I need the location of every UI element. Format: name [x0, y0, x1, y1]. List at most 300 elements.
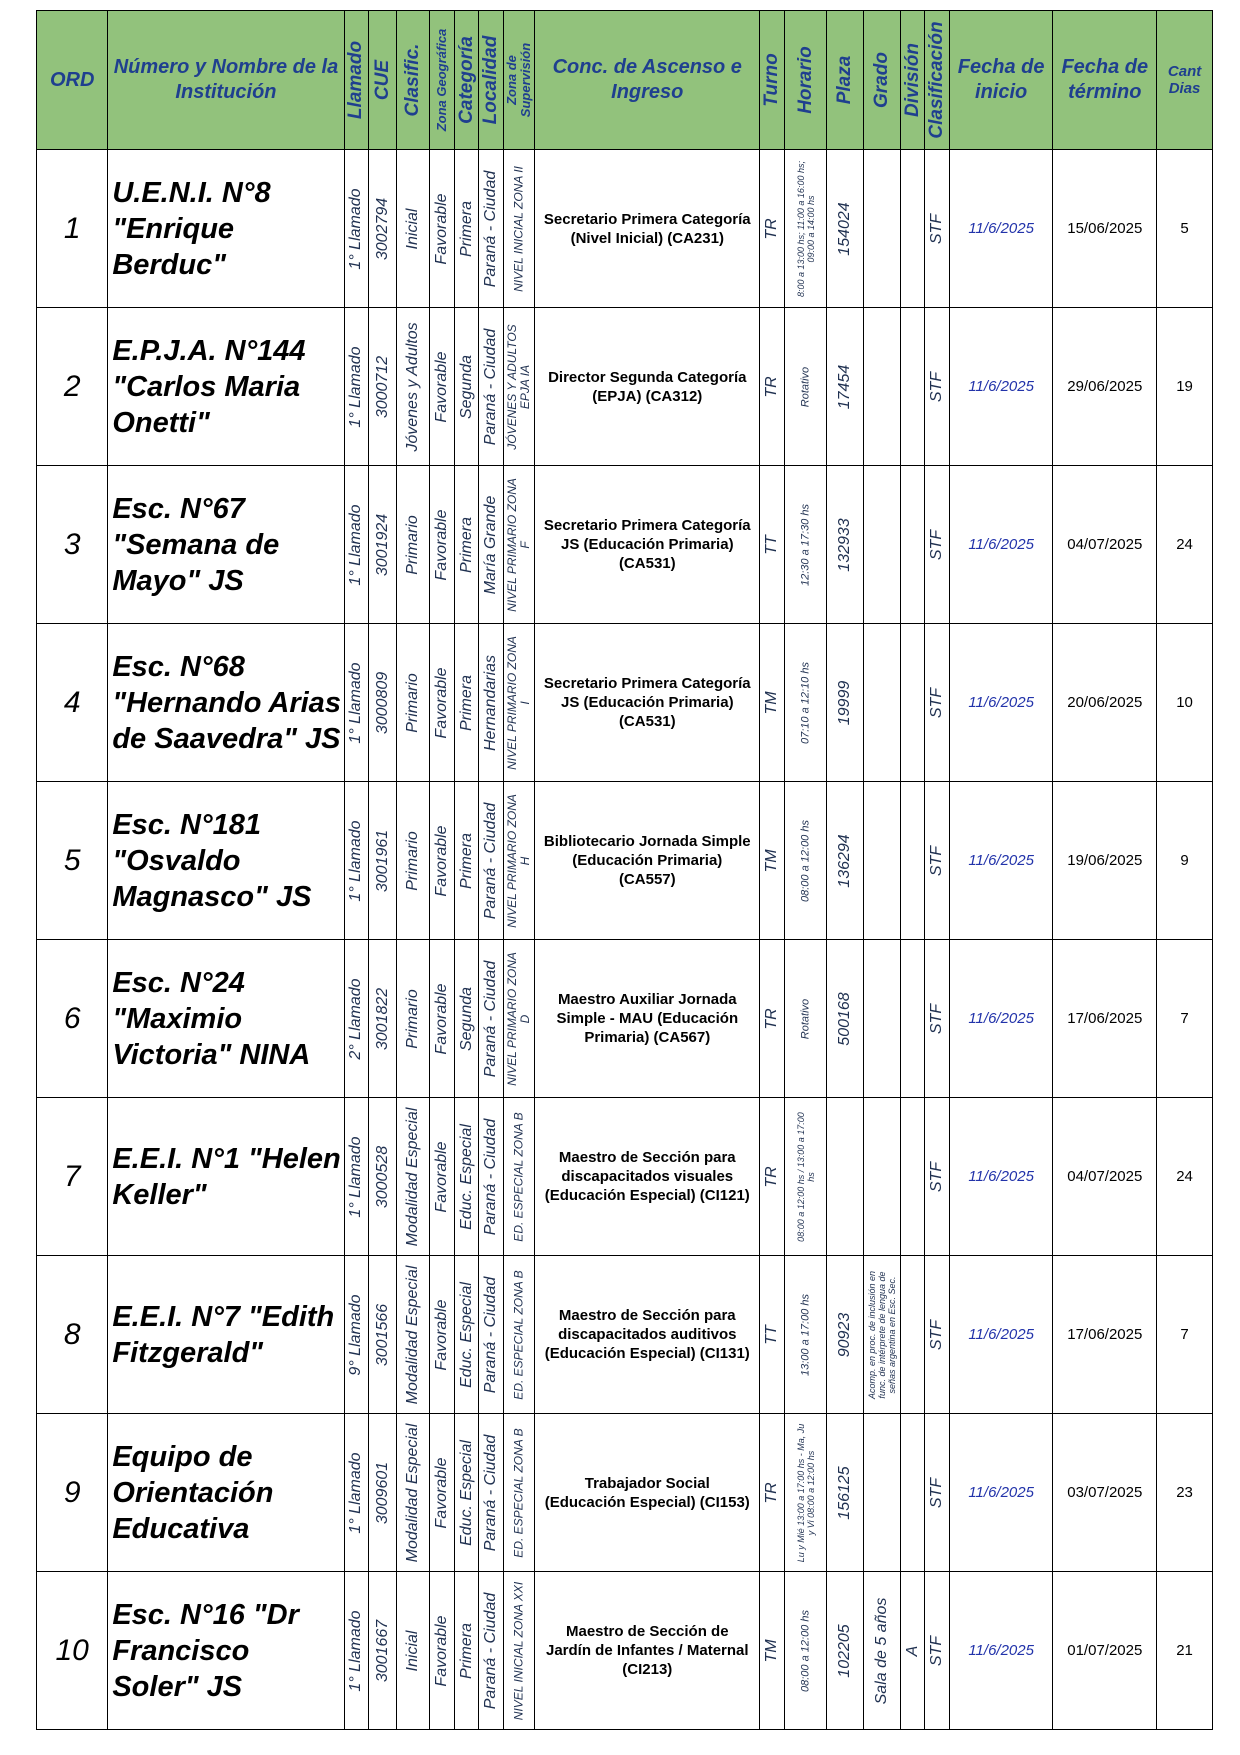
cell-clasific-text: Primario	[404, 830, 422, 891]
cell-plaza	[827, 150, 864, 308]
cell-zona-geo	[430, 308, 455, 466]
cell-institution: Esc. N°181 "Osvaldo Magnasco" JS	[108, 782, 344, 940]
cell-cant-dias: 5	[1157, 150, 1213, 308]
table-row	[37, 1572, 1213, 1730]
cell-zona-geo-text: Favorable	[433, 1140, 451, 1213]
cell-division	[900, 624, 925, 782]
cell-horario	[784, 624, 826, 782]
header-clasificacion-text: Clasificación	[926, 21, 948, 139]
cell-horario-text: 08:00 a 12:00 hs	[799, 1609, 812, 1692]
cell-fecha-inicio: 11/6/2025	[949, 782, 1053, 940]
cell-categoria-text: Educ. Especial	[457, 1439, 475, 1546]
cell-zona-geo	[430, 940, 455, 1098]
cell-localidad-text: Paraná - Ciudad	[482, 1118, 500, 1235]
cell-cant-dias: 21	[1157, 1572, 1213, 1730]
cell-plaza-text: 154024	[836, 201, 854, 256]
header-zona-sup-text: Zona de Supervisión	[504, 42, 534, 118]
cell-horario-text: Rotativo	[799, 998, 812, 1039]
cell-localidad	[479, 308, 504, 466]
cell-zona-geo	[430, 1414, 455, 1572]
cell-institution: E.E.I. N°7 "Edith Fitzgerald"	[108, 1256, 344, 1414]
cell-zona-sup-text: NIVEL PRIMARIO ZONA H	[505, 793, 533, 928]
table-row	[37, 940, 1213, 1098]
header-categoria	[454, 11, 479, 150]
cell-cue	[369, 624, 397, 782]
cell-categoria	[454, 150, 479, 308]
cell-cant-dias: 23	[1157, 1414, 1213, 1572]
cell-ord: 6	[37, 940, 108, 1098]
cell-zona-geo	[430, 150, 455, 308]
cell-institution: U.E.N.I. N°8 "Enrique Berduc"	[108, 150, 344, 308]
cell-cant-dias: 7	[1157, 940, 1213, 1098]
cell-zona-sup-text: ED. ESPECIAL ZONA B	[511, 1427, 526, 1558]
cell-grado	[864, 1414, 901, 1572]
cell-clasificacion	[925, 466, 950, 624]
cell-localidad	[479, 466, 504, 624]
cell-clasific-text: Modalidad Especial	[404, 1107, 422, 1246]
cell-localidad	[479, 150, 504, 308]
cell-clasificacion-text: STF	[928, 1635, 946, 1666]
cell-division	[900, 1256, 925, 1414]
cell-llamado-text: 1° Llamado	[347, 503, 365, 586]
cell-clasificacion-text: STF	[928, 1477, 946, 1508]
cell-cue-text: 3001961	[373, 829, 391, 892]
cell-zona-geo-text: Favorable	[433, 824, 451, 897]
cell-llamado	[344, 782, 369, 940]
cell-localidad	[479, 1256, 504, 1414]
cell-fecha-inicio: 11/6/2025	[949, 150, 1053, 308]
cell-clasific-text: Inicial	[404, 208, 422, 249]
cell-llamado-text: 1° Llamado	[347, 1609, 365, 1692]
cell-fecha-termino: 29/06/2025	[1053, 308, 1157, 466]
cell-institution: Esc. N°68 "Hernando Arias de Saavedra" JS	[108, 624, 344, 782]
cell-clasific	[397, 940, 430, 1098]
cell-turno-text: TR	[763, 1481, 781, 1504]
cell-categoria-text: Primera	[457, 1622, 475, 1679]
cell-fecha-termino: 15/06/2025	[1053, 150, 1157, 308]
header-ord: ORD	[37, 11, 108, 150]
cell-grado	[864, 466, 901, 624]
cell-plaza-text: 132933	[836, 517, 854, 572]
cell-concurso: Secretario Primera Categoría JS (Educación Primaria) (CA531)	[535, 466, 760, 624]
cell-fecha-termino: 17/06/2025	[1053, 940, 1157, 1098]
cell-cue	[369, 466, 397, 624]
cell-cue	[369, 1098, 397, 1256]
cell-clasificacion-text: STF	[928, 845, 946, 876]
cell-ord: 9	[37, 1414, 108, 1572]
cell-cue	[369, 1256, 397, 1414]
cell-clasific	[397, 1098, 430, 1256]
cell-plaza	[827, 624, 864, 782]
header-categoria-text: Categoría	[455, 36, 477, 124]
cell-fecha-termino: 01/07/2025	[1053, 1572, 1157, 1730]
cell-turno	[760, 782, 785, 940]
cell-plaza	[827, 308, 864, 466]
cell-division	[900, 1098, 925, 1256]
cell-concurso: Maestro de Sección para discapacitados auditivos (Educación Especial) (CI131)	[535, 1256, 760, 1414]
cell-clasificacion-text: STF	[928, 529, 946, 560]
cell-cue-text: 3009601	[373, 1461, 391, 1524]
cell-zona-geo-text: Favorable	[433, 350, 451, 423]
cell-zona-geo-text: Favorable	[433, 192, 451, 265]
cell-clasific	[397, 1414, 430, 1572]
cell-horario-text: 08:00 a 12:00 hs	[799, 819, 812, 902]
cell-ord: 10	[37, 1572, 108, 1730]
cell-institution: Esc. N°24 "Maximio Victoria" NINA	[108, 940, 344, 1098]
cell-zona-geo	[430, 624, 455, 782]
cell-plaza-text: 500168	[836, 991, 854, 1046]
cell-division	[900, 308, 925, 466]
table-row	[37, 1256, 1213, 1414]
cell-llamado-text: 1° Llamado	[347, 345, 365, 428]
cell-plaza	[827, 940, 864, 1098]
cell-cant-dias: 24	[1157, 466, 1213, 624]
cell-concurso: Maestro Auxiliar Jornada Simple - MAU (Educación Primaria) (CA567)	[535, 940, 760, 1098]
cell-zona-geo-text: Favorable	[433, 666, 451, 739]
cell-cue-text: 3001566	[373, 1303, 391, 1366]
cell-clasific	[397, 1572, 430, 1730]
cell-institution: Esc. N°16 "Dr Francisco Soler" JS	[108, 1572, 344, 1730]
cell-llamado-text: 9° Llamado	[347, 1293, 365, 1376]
cell-llamado-text: 1° Llamado	[347, 819, 365, 902]
cell-zona-sup	[504, 1098, 535, 1256]
cell-categoria-text: Segunda	[457, 986, 475, 1051]
cell-horario-text: Rotativo	[799, 366, 812, 407]
cell-categoria-text: Primera	[457, 832, 475, 889]
cell-zona-sup	[504, 1572, 535, 1730]
cell-cant-dias: 7	[1157, 1256, 1213, 1414]
cell-zona-sup-text: JÓVENES Y ADULTOS EPJA IA	[505, 323, 533, 450]
cell-clasific-text: Primario	[404, 672, 422, 733]
cell-zona-sup-text: NIVEL PRIMARIO ZONA D	[505, 951, 533, 1086]
cell-clasificacion	[925, 1256, 950, 1414]
cell-division-text: A	[903, 1645, 921, 1656]
cell-clasificacion-text: STF	[928, 371, 946, 402]
cell-institution: E.P.J.A. N°144 "Carlos Maria Onetti"	[108, 308, 344, 466]
cell-zona-sup	[504, 150, 535, 308]
cell-categoria	[454, 940, 479, 1098]
cell-plaza-text: 136294	[836, 833, 854, 888]
cell-grado	[864, 308, 901, 466]
cell-clasificacion-text: STF	[928, 1161, 946, 1192]
cell-institution: Esc. N°67 "Semana de Mayo" JS	[108, 466, 344, 624]
cell-zona-geo-text: Favorable	[433, 508, 451, 581]
cell-llamado	[344, 1256, 369, 1414]
cell-grado	[864, 1256, 901, 1414]
cell-clasific	[397, 150, 430, 308]
cell-cue	[369, 150, 397, 308]
cell-localidad-text: Paraná - Ciudad	[482, 1434, 500, 1551]
cell-llamado	[344, 150, 369, 308]
cell-categoria-text: Segunda	[457, 354, 475, 419]
cell-clasific-text: Inicial	[404, 1630, 422, 1671]
cell-ord: 3	[37, 466, 108, 624]
cell-horario	[784, 1098, 826, 1256]
cell-plaza	[827, 466, 864, 624]
cell-division	[900, 782, 925, 940]
cell-clasificacion	[925, 308, 950, 466]
cell-division	[900, 466, 925, 624]
cell-clasificacion	[925, 1098, 950, 1256]
cell-zona-geo-text: Favorable	[433, 1298, 451, 1371]
header-plaza	[827, 11, 864, 150]
cell-cue-text: 3000712	[373, 355, 391, 418]
cell-grado	[864, 624, 901, 782]
cell-clasificacion-text: STF	[928, 1319, 946, 1350]
cell-horario	[784, 1256, 826, 1414]
header-row	[37, 11, 1213, 150]
cell-zona-geo-text: Favorable	[433, 1614, 451, 1687]
cell-zona-geo-text: Favorable	[433, 982, 451, 1055]
cell-localidad-text: Paraná - Ciudad	[482, 328, 500, 445]
cell-cant-dias: 9	[1157, 782, 1213, 940]
cell-plaza-text: 17454	[836, 364, 854, 409]
cell-localidad-text: Paraná - Ciudad	[482, 1276, 500, 1393]
cell-cue-text: 3001667	[373, 1619, 391, 1682]
cell-fecha-inicio: 11/6/2025	[949, 308, 1053, 466]
cell-cant-dias: 19	[1157, 308, 1213, 466]
cell-fecha-inicio: 11/6/2025	[949, 1098, 1053, 1256]
header-localidad-text: Localidad	[480, 35, 502, 125]
cell-categoria	[454, 782, 479, 940]
cell-zona-geo	[430, 1256, 455, 1414]
cell-plaza	[827, 782, 864, 940]
cell-llamado-text: 1° Llamado	[347, 187, 365, 270]
cell-clasific-text: Modalidad Especial	[404, 1265, 422, 1404]
cell-localidad-text: María Grande	[482, 495, 500, 594]
header-llamado	[344, 11, 369, 150]
cell-grado	[864, 1098, 901, 1256]
header-turno-text: Turno	[761, 53, 783, 107]
cell-llamado-text: 2° Llamado	[347, 977, 365, 1060]
cell-turno-text: TM	[763, 690, 781, 715]
cell-categoria	[454, 1572, 479, 1730]
cell-division	[900, 940, 925, 1098]
cell-fecha-termino: 03/07/2025	[1053, 1414, 1157, 1572]
cell-turno	[760, 466, 785, 624]
cell-llamado-text: 1° Llamado	[347, 1135, 365, 1218]
cell-plaza-text: 156125	[836, 1465, 854, 1520]
cell-clasificacion-text: STF	[928, 213, 946, 244]
cell-llamado-text: 1° Llamado	[347, 1451, 365, 1534]
cell-plaza	[827, 1414, 864, 1572]
cell-grado	[864, 940, 901, 1098]
header-zona-geo	[430, 11, 455, 150]
cell-cue	[369, 308, 397, 466]
cell-concurso: Maestro de Sección para discapacitados visuales (Educación Especial) (CI121)	[535, 1098, 760, 1256]
cell-horario	[784, 308, 826, 466]
cell-cant-dias: 24	[1157, 1098, 1213, 1256]
cell-fecha-termino: 04/07/2025	[1053, 466, 1157, 624]
cell-plaza	[827, 1098, 864, 1256]
header-plaza-text: Plaza	[834, 55, 856, 105]
header-fecha-termino: Fecha de término	[1053, 11, 1157, 150]
cell-turno	[760, 150, 785, 308]
cell-categoria-text: Educ. Especial	[457, 1281, 475, 1388]
header-turno	[760, 11, 785, 150]
cell-fecha-inicio: 11/6/2025	[949, 1256, 1053, 1414]
cell-clasific	[397, 308, 430, 466]
cell-clasific-text: Jóvenes y Adultos	[404, 321, 422, 452]
cell-zona-sup-text: NIVEL INICIAL ZONA II	[511, 165, 526, 292]
cell-llamado	[344, 1414, 369, 1572]
cell-llamado	[344, 940, 369, 1098]
header-zona-geo-text: Zona Geográfica	[434, 28, 450, 132]
cell-localidad	[479, 782, 504, 940]
cell-zona-sup-text: NIVEL INICIAL ZONA XXI	[511, 1581, 526, 1720]
header-localidad	[479, 11, 504, 150]
cell-zona-geo-text: Favorable	[433, 1456, 451, 1529]
cell-turno	[760, 1414, 785, 1572]
cell-clasificacion	[925, 1414, 950, 1572]
cell-zona-geo	[430, 1572, 455, 1730]
cell-zona-sup	[504, 940, 535, 1098]
cell-localidad	[479, 624, 504, 782]
cell-horario	[784, 1572, 826, 1730]
cell-turno-text: TR	[763, 1007, 781, 1030]
cell-categoria-text: Primera	[457, 674, 475, 731]
cell-clasific	[397, 466, 430, 624]
cell-fecha-termino: 19/06/2025	[1053, 782, 1157, 940]
cell-localidad	[479, 1098, 504, 1256]
cell-turno-text: TT	[763, 1324, 781, 1345]
cell-categoria	[454, 1414, 479, 1572]
cell-turno	[760, 1098, 785, 1256]
cell-fecha-inicio: 11/6/2025	[949, 940, 1053, 1098]
cell-fecha-inicio: 11/6/2025	[949, 624, 1053, 782]
cell-categoria-text: Educ. Especial	[457, 1123, 475, 1230]
cell-zona-sup	[504, 782, 535, 940]
table-row	[37, 150, 1213, 308]
cell-institution: Equipo de Orientación Educativa	[108, 1414, 344, 1572]
cell-concurso: Bibliotecario Jornada Simple (Educación Primaria) (CA557)	[535, 782, 760, 940]
cell-categoria	[454, 308, 479, 466]
cell-concurso: Maestro de Sección de Jardín de Infantes / Maternal (CI213)	[535, 1572, 760, 1730]
cell-grado-text: Sala de 5 años	[872, 1597, 890, 1704]
cell-clasificacion	[925, 150, 950, 308]
cell-localidad-text: Paraná - Ciudad	[482, 802, 500, 919]
cell-zona-geo	[430, 782, 455, 940]
cell-cue-text: 3000809	[373, 671, 391, 734]
cell-fecha-termino: 20/06/2025	[1053, 624, 1157, 782]
cell-concurso: Trabajador Social (Educación Especial) (CI153)	[535, 1414, 760, 1572]
cell-division	[900, 1414, 925, 1572]
cell-zona-sup	[504, 466, 535, 624]
table-row	[37, 466, 1213, 624]
cell-division	[900, 1572, 925, 1730]
cell-localidad	[479, 940, 504, 1098]
cell-turno-text: TR	[763, 1165, 781, 1188]
table-row	[37, 782, 1213, 940]
cell-cue	[369, 1572, 397, 1730]
cell-clasificacion	[925, 1572, 950, 1730]
cell-clasificacion-text: STF	[928, 1003, 946, 1034]
cell-turno	[760, 624, 785, 782]
cell-cue	[369, 1414, 397, 1572]
header-cue-text: CUE	[371, 59, 393, 101]
cell-turno-text: TM	[763, 848, 781, 873]
cell-fecha-termino: 04/07/2025	[1053, 1098, 1157, 1256]
header-division-text: División	[901, 43, 923, 117]
cell-clasific	[397, 782, 430, 940]
cell-categoria-text: Primera	[457, 200, 475, 257]
header-grado-text: Grado	[870, 52, 892, 108]
table-row	[37, 1098, 1213, 1256]
cell-llamado	[344, 624, 369, 782]
cell-division	[900, 150, 925, 308]
cell-concurso: Secretario Primera Categoría JS (Educación Primaria) (CA531)	[535, 624, 760, 782]
cell-ord: 7	[37, 1098, 108, 1256]
cell-horario	[784, 940, 826, 1098]
cell-grado-text: Acomp. en proc. de inclusión en func. de intérprete de lengua de señas argentina en Esc. Sec.	[866, 1270, 897, 1399]
cell-turno	[760, 1256, 785, 1414]
cell-zona-sup	[504, 308, 535, 466]
cell-horario-text: 12:30 a 17:30 hs	[799, 503, 812, 586]
cell-categoria	[454, 1256, 479, 1414]
cell-cue-text: 3001822	[373, 987, 391, 1050]
header-clasific-text: Clasific.	[402, 43, 424, 117]
cell-zona-sup	[504, 1256, 535, 1414]
cell-clasificacion	[925, 782, 950, 940]
vacancy-table	[36, 10, 1213, 1730]
cell-llamado-text: 1° Llamado	[347, 661, 365, 744]
header-concurso: Conc. de Ascenso e Ingreso	[535, 11, 760, 150]
cell-turno-text: TT	[763, 534, 781, 555]
cell-localidad	[479, 1572, 504, 1730]
header-horario-text: Horario	[794, 46, 816, 114]
cell-categoria-text: Primera	[457, 516, 475, 573]
cell-clasificacion-text: STF	[928, 687, 946, 718]
cell-clasific-text: Primario	[404, 514, 422, 575]
cell-horario	[784, 782, 826, 940]
header-grado	[864, 11, 901, 150]
cell-categoria	[454, 624, 479, 782]
cell-localidad	[479, 1414, 504, 1572]
cell-zona-sup-text: NIVEL PRIMARIO ZONA I	[505, 635, 533, 770]
cell-localidad-text: Paraná - Ciudad	[482, 1592, 500, 1709]
cell-ord: 8	[37, 1256, 108, 1414]
cell-plaza-text: 90923	[836, 1312, 854, 1357]
cell-clasific	[397, 624, 430, 782]
cell-horario-text: 8:00 a 13:00 hs; 11:00 a 16:00 hs; 09:00 a 14:00 hs	[795, 160, 816, 297]
table-row	[37, 308, 1213, 466]
header-horario	[784, 11, 826, 150]
cell-plaza	[827, 1572, 864, 1730]
cell-horario	[784, 150, 826, 308]
cell-cant-dias: 10	[1157, 624, 1213, 782]
cell-plaza	[827, 1256, 864, 1414]
cell-turno-text: TR	[763, 375, 781, 398]
cell-concurso: Secretario Primera Categoría (Nivel Inicial) (CA231)	[535, 150, 760, 308]
cell-ord: 5	[37, 782, 108, 940]
table-row	[37, 1414, 1213, 1572]
cell-zona-geo	[430, 1098, 455, 1256]
cell-plaza-text: 102205	[836, 1623, 854, 1678]
cell-turno-text: TR	[763, 217, 781, 240]
cell-clasific-text: Modalidad Especial	[404, 1423, 422, 1562]
header-cue	[369, 11, 397, 150]
cell-ord: 4	[37, 624, 108, 782]
cell-cue	[369, 782, 397, 940]
cell-ord: 2	[37, 308, 108, 466]
cell-llamado	[344, 1098, 369, 1256]
cell-horario-text: 08:00 a 12:00 hs / 13:00 a 17:00 hs	[795, 1111, 816, 1242]
cell-turno	[760, 1572, 785, 1730]
cell-grado	[864, 782, 901, 940]
cell-categoria	[454, 1098, 479, 1256]
cell-turno-text: TM	[763, 1638, 781, 1663]
cell-horario-text: 07:10 a 12:10 hs	[799, 661, 812, 744]
